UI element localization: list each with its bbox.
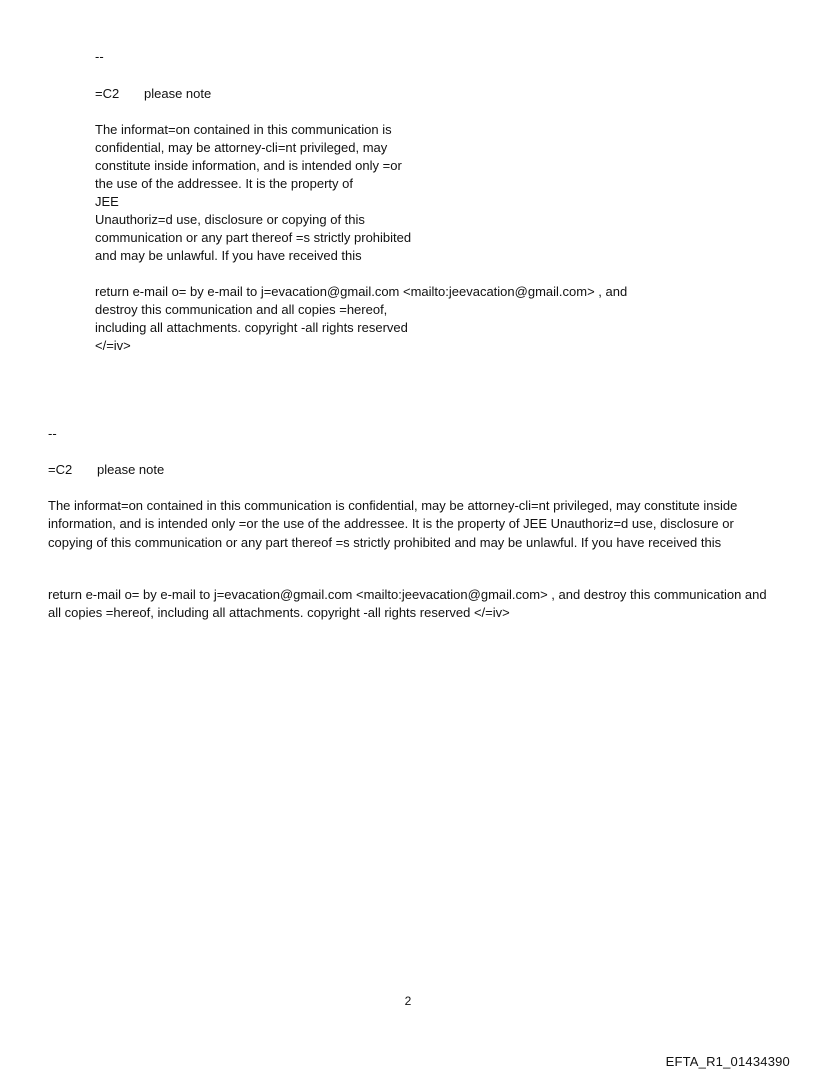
quoted-disclaimer-line: constitute inside information, and is intended only =or bbox=[95, 158, 402, 173]
page-number: 2 bbox=[404, 994, 412, 1008]
quoted-return-line: destroy this communication and all copies =hereof, bbox=[95, 302, 388, 317]
quoted-note-prefix: =C2 bbox=[95, 86, 120, 101]
quoted-note-line bbox=[95, 85, 211, 103]
quoted-note-text: please note bbox=[144, 86, 212, 101]
quoted-disclaimer-line: Unauthoriz=d use, disclosure or copying of this bbox=[95, 212, 365, 227]
quoted-disclaimer-line: the use of the addressee. It is the property of bbox=[95, 176, 353, 191]
quoted-disclaimer-line: and may be unlawful. If you have received this bbox=[95, 248, 362, 263]
main-note-prefix: =C2 bbox=[48, 462, 73, 477]
quoted-return-line: including all attachments. copyright -all rights reserved bbox=[95, 320, 408, 335]
main-separator: -- bbox=[48, 426, 57, 441]
main-disclaimer-paragraph: The informat=on contained in this communication is confidential, may be attorney-cli=nt privileged, may constitute inside information, and is intended only =or the use of the addressee. It is the property of JEE Unauthoriz=d use, disclosure or copying of this communication or any part thereof =s strictly prohibited and may be unlawful. If you have received this bbox=[48, 498, 738, 550]
quoted-disclaimer-line: communication or any part thereof =s strictly prohibited bbox=[95, 230, 412, 245]
document-id: EFTA_R1_01434390 bbox=[665, 1054, 790, 1069]
main-note-text: please note bbox=[97, 462, 165, 477]
quoted-disclaimer-line: JEE bbox=[95, 194, 119, 209]
quoted-return-line: </=iv> bbox=[95, 338, 131, 353]
main-return-paragraph: return e-mail o= by e-mail to j=evacation@gmail.com <mailto:jeevacation@gmail.com> , and destroy this communication and all copies =hereof, including all attachments. copyright -all rights reserved </=iv> bbox=[48, 587, 767, 621]
quoted-return-line: return e-mail o= by e-mail to j=evacation@gmail.com <mailto:jeevacation@gmail.com> , and bbox=[95, 284, 628, 299]
main-note-line bbox=[48, 461, 164, 479]
quoted-disclaimer-line: The informat=on contained in this communication is bbox=[95, 122, 392, 137]
quoted-separator: -- bbox=[95, 49, 104, 64]
quoted-disclaimer-line: confidential, may be attorney-cli=nt privileged, may bbox=[95, 140, 388, 155]
